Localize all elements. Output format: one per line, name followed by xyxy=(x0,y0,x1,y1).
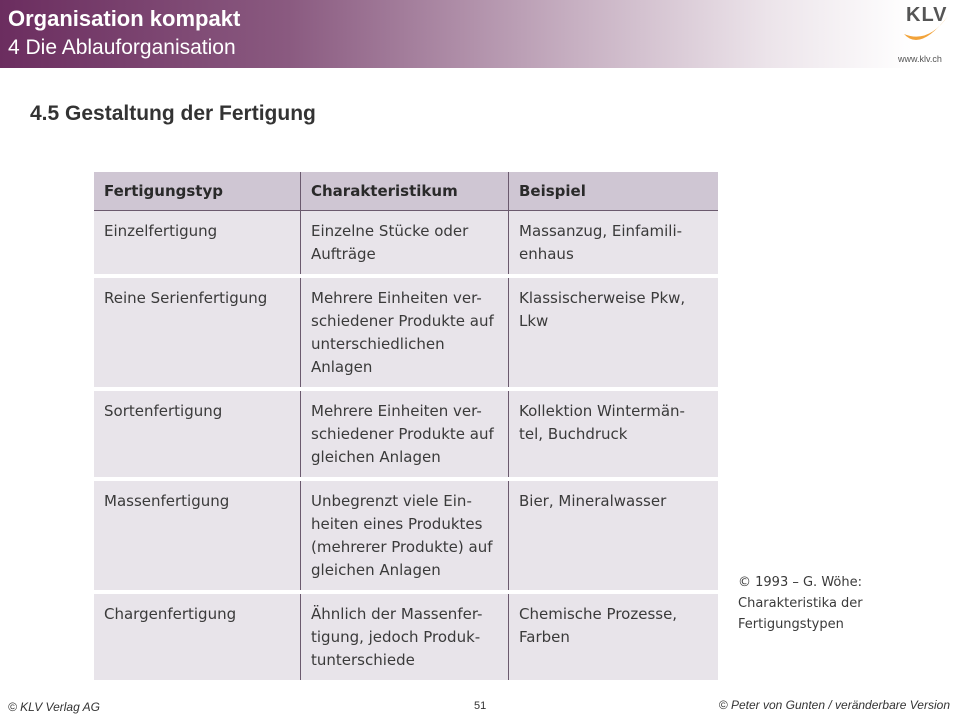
cell-beispiel: Chemische Prozesse, Farben xyxy=(509,592,719,682)
page-number: 51 xyxy=(474,700,487,712)
klv-logo xyxy=(898,4,954,66)
cell-charakteristikum: Mehrere Einheiten ver-schiedener Produkte auf gleichen Anlagen xyxy=(301,389,509,479)
cell-fertigungstyp: Chargenfertigung xyxy=(94,592,301,682)
fertigung-table xyxy=(94,172,718,684)
cell-beispiel: Bier, Mineralwasser xyxy=(509,479,719,592)
table-header-row xyxy=(94,172,718,211)
source-citation: © 1993 – G. Wöhe: Charakteristika der Fertigungstypen xyxy=(738,575,863,632)
column-header-charakteristikum: Charakteristikum xyxy=(301,172,509,211)
logo-url: www.klv.ch xyxy=(898,54,942,64)
column-header-fertigungstyp: Fertigungstyp xyxy=(94,172,301,211)
cell-charakteristikum: Unbegrenzt viele Ein-heiten eines Produktes (mehrerer Produkte) auf gleichen Anlagen xyxy=(301,479,509,592)
swoosh-icon xyxy=(898,4,954,54)
logo-text: KLV xyxy=(906,4,948,26)
footer-copyright: © KLV Verlag AG xyxy=(8,700,100,714)
cell-fertigungstyp: Sortenfertigung xyxy=(94,389,301,479)
cell-beispiel: Klassischerweise Pkw, Lkw xyxy=(509,276,719,389)
chapter-subtitle: 4 Die Ablauforganisation xyxy=(8,36,236,59)
cell-charakteristikum: Einzelne Stücke oder Aufträge xyxy=(301,211,509,277)
table-row xyxy=(94,592,718,682)
cell-charakteristikum: Mehrere Einheiten ver-schiedener Produkte auf unterschiedlichen Anlagen xyxy=(301,276,509,389)
section-title: 4.5 Gestaltung der Fertigung xyxy=(30,102,316,125)
table-row xyxy=(94,276,718,389)
column-header-beispiel: Beispiel xyxy=(509,172,719,211)
fertigung-table-wrap xyxy=(94,172,718,684)
cell-beispiel: Kollektion Wintermän-tel, Buchdruck xyxy=(509,389,719,479)
footer-author: © Peter von Gunten / veränderbare Version xyxy=(718,698,950,712)
table-row xyxy=(94,389,718,479)
cell-fertigungstyp: Massenfertigung xyxy=(94,479,301,592)
cell-fertigungstyp: Reine Serienfertigung xyxy=(94,276,301,389)
presentation-title: Organisation kompakt xyxy=(8,6,241,31)
table-row xyxy=(94,211,718,277)
cell-fertigungstyp: Einzelfertigung xyxy=(94,211,301,277)
cell-charakteristikum: Ähnlich der Massenfer-tigung, jedoch Produk-tunterschiede xyxy=(301,592,509,682)
table-row xyxy=(94,479,718,592)
cell-beispiel: Massanzug, Einfamili-enhaus xyxy=(509,211,719,277)
